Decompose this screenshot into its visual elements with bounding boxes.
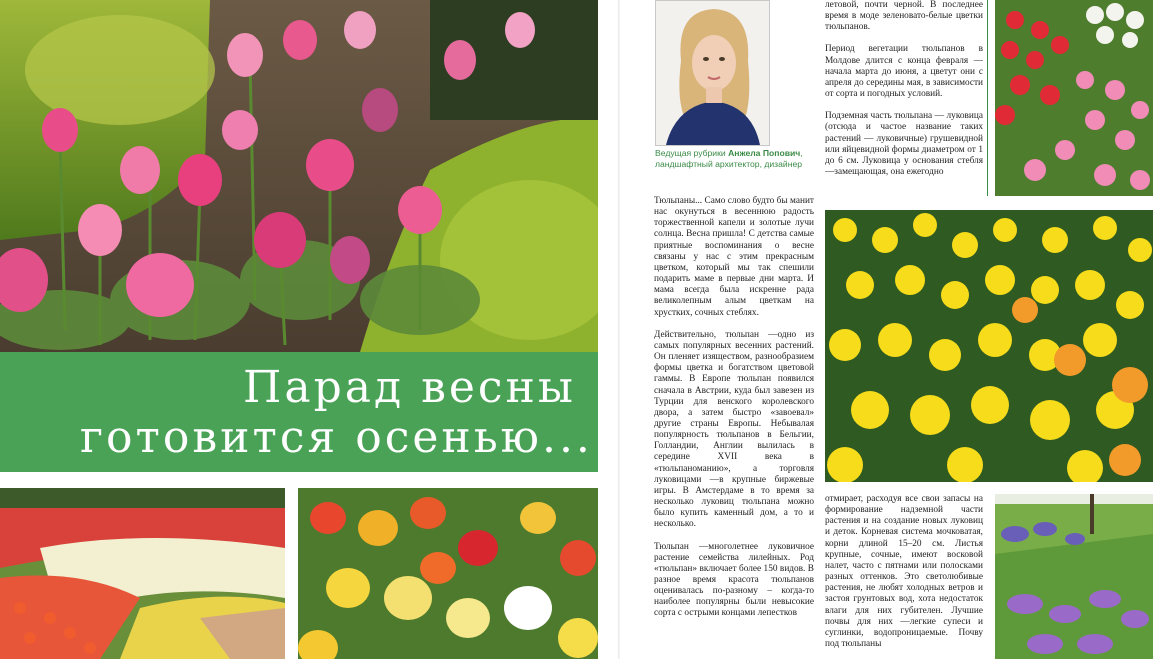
photo-yellow-tulips (825, 210, 1153, 482)
caption-prefix: Ведущая рубрики (655, 148, 729, 158)
spine-gutter (618, 0, 620, 659)
article-title-line-1: Парад весны (243, 362, 576, 413)
article-column-2-top (825, 0, 983, 196)
paragraph: Действительно, тюльпан —одно из самых популярных весенних растений. Он пленяет изяществом, разнообразием формы цветка и богатством цветовой гаммы. В Европе тюльпан появился сначала в Австрии, куда был завезен из Турции для венского королевского двора, а затем быстро «завоевал» другие страны Европы. Небывалая популярность тюльпанов в Бельгии, Голландии, Англии вылилась в середине XVII века в «тюльпаноманию», а торговля луковицами —в крупные биржевые игры. В Амстердаме в то время за несколько луковиц тюльпана можно было купить каменный дом, а то и несколько. (654, 329, 814, 530)
photo-tulip-beds (0, 488, 285, 659)
photo-mixed-tulips (298, 488, 598, 659)
paragraph: Тюльпаны... Само слово будто бы манит нас окунуться в весеннюю радость торжественной капели и золотые лучи солнца. Весна пришла! С детства самые приятные воспоминания о весне связаны у нас с этим прекрасным цветком, который мы так спешили подарить маме в первые дни марта. И мама всегда была искренне рада великолепным алым цветкам на хрустких, сочных стеблях. (654, 196, 814, 318)
photo-red-white-tulips (995, 0, 1153, 196)
article-column-2-bottom (825, 494, 983, 659)
paragraph: Период вегетации тюльпанов в Молдове длится с конца февраля —начала марта до июня, а цветут они с апреля до середины мая, в зависимости от сорта и погодных условий. (825, 44, 983, 100)
column-rule (987, 0, 988, 196)
portrait-caption (655, 148, 815, 170)
caption-author-name: Анжела Попович (728, 148, 801, 158)
photo-hyacinths-lawn (995, 494, 1153, 659)
paragraph: Подземная часть тюльпана — луковица (отсюда и частое название таких растений — луковичные) грушевидной или яйцевидной формы диаметром от 1 до 6 см. Луковица у основания стебля —замещающая, она ежегодно (825, 111, 983, 178)
caption-suffix: , ландшафтный архитектор, дизайнер (655, 148, 803, 169)
title-band (0, 352, 598, 472)
paragraph: летовой, почти черной. В последнее время в моде зеленовато-белые цветки тюльпанов. (825, 0, 983, 33)
author-portrait (655, 0, 770, 146)
hero-photo-pink-tulips (0, 0, 598, 352)
article-column-1 (654, 196, 814, 659)
paragraph: отмирает, расходуя все свои запасы на формирование надземной части растения и на создание новых луковиц и деток. Корневая система мочковатая, корни длиной 15–20 см. Листья крупные, сочные, имеют восковой налет, часто с пятнами или полосками разных оттенков. Это светолюбивые растения, не любят холодных ветров и застоя грунтовых вод, хота недостаток влаги для них губителен. Лучшие почвы для них —легкие супеси и суглинки, водопроницаемые. Почву под тюльпаны (825, 494, 983, 650)
article-title-line-2: готовится осенью... (80, 412, 593, 463)
paragraph: Тюльпан —многолетнее луковичное растение семейства лилейных. Род «тюльпан» включает более 150 видов. В разное время красота тюльпанов оценивалась по-разному – когда-то наиболее популярны были невысокие сорта с острыми концами лепестков (654, 541, 814, 619)
